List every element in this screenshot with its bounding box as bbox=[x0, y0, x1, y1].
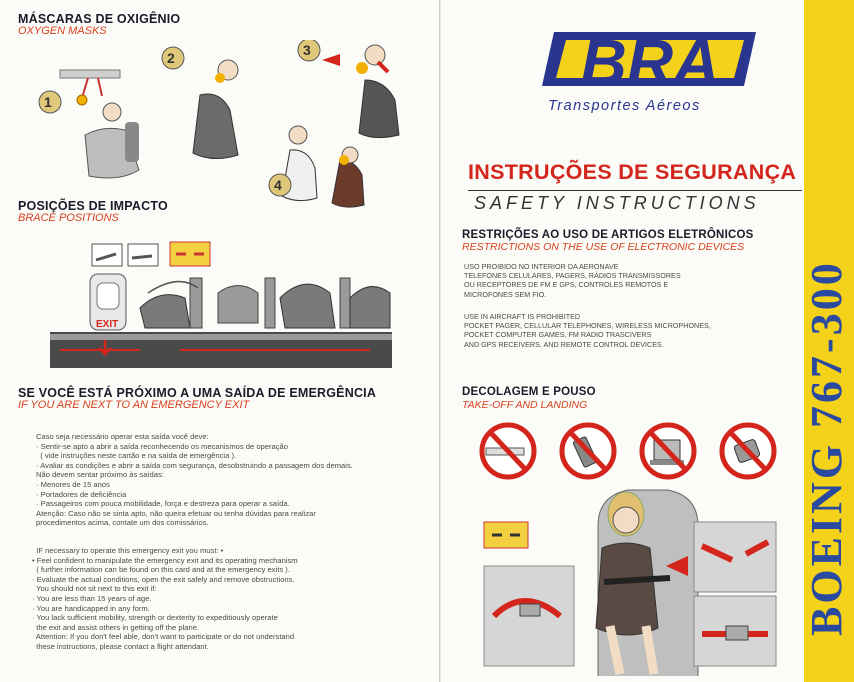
emergency-exit-pt-line: · Sentir-se apto a abrir a saída reconhecendo os mecanismos de operação bbox=[36, 441, 289, 451]
takeoff-title: DECOLAGEM E POUSO bbox=[462, 386, 596, 398]
bra-logo-text: BRA bbox=[580, 26, 720, 98]
title-divider bbox=[468, 190, 802, 191]
electronics-pt-line: TELEFONES CELULARES, PAGERS, RÁDIOS TRANSMISSORES bbox=[464, 271, 681, 281]
emergency-exit-en-line: IF necessary to operate this emergency exit you must: • bbox=[32, 546, 224, 555]
emergency-exit-en-line: · Evaluate the actual conditions, open the exit safely and remove obstructions. bbox=[32, 574, 295, 584]
electronics-text-pt bbox=[464, 262, 681, 299]
electronics-subtitle: RESTRICTIONS ON THE USE OF ELECTRONIC DEVICES bbox=[462, 241, 745, 253]
emergency-exit-subtitle: IF YOU ARE NEXT TO AN EMERGENCY EXIT bbox=[18, 399, 250, 411]
oxygen-mask-illustrations bbox=[30, 40, 420, 220]
brand-subtitle: Transportes Aéreos bbox=[548, 98, 701, 114]
electronics-pt-line: MICROFONES SEM FIO. bbox=[464, 289, 547, 299]
electronics-en-line: USE IN AIRCRAFT IS PROHIBITED bbox=[464, 312, 581, 321]
emergency-exit-pt-line: procedimentos acima, contate um dos comissários. bbox=[36, 518, 209, 528]
electronics-en-line: AND GPS RECEIVERS, AND REMOTE CONTROL DEVICES. bbox=[464, 339, 664, 349]
step-1-label: 1 bbox=[44, 94, 52, 110]
emergency-exit-en-line: You should not sit next to this exit if: bbox=[32, 584, 157, 594]
step-2-label: 2 bbox=[167, 50, 175, 66]
emergency-exit-en-line: · You lack sufficient mobility, strength or dexterity to expeditiously operate bbox=[32, 613, 278, 623]
emergency-exit-en-line: · You are less than 15 years of age. bbox=[32, 593, 152, 603]
prohibition-icons bbox=[478, 420, 788, 482]
emergency-exit-en-line: Attention: If you don't feel able, don't want to participate or do not understand bbox=[32, 632, 295, 642]
no-cell-phone-icon bbox=[562, 425, 614, 477]
brace-title: POSIÇÕES DE IMPACTO bbox=[18, 199, 168, 213]
aircraft-model-banner bbox=[793, 40, 854, 640]
electronics-pt-line: USO PROIBIDO NO INTERIOR DA AERONAVE bbox=[464, 262, 619, 271]
emergency-exit-pt-line: · Passageiros com pouca mobilidade, força e destreza para operar a saída. bbox=[36, 499, 290, 509]
exit-label: EXIT bbox=[96, 319, 119, 330]
emergency-exit-pt-line: Atenção: Caso não se sinta apto, não queira efetuar ou tenha dúvidas para realizar bbox=[36, 508, 316, 518]
emergency-exit-pt-line: Não devem sentar próximo às saídas: bbox=[36, 470, 164, 480]
emergency-exit-en-line: the exit and assist others in getting off the plane. bbox=[32, 622, 200, 632]
electronics-text-en bbox=[464, 312, 711, 349]
emergency-exit-pt-line: ( vide instruções neste cartão e na saída de emergência ). bbox=[36, 451, 237, 461]
oxygen-title: MÁSCARAS DE OXIGÊNIO bbox=[18, 12, 181, 26]
card-title: INSTRUÇÕES DE SEGURANÇA bbox=[468, 160, 797, 184]
emergency-exit-title: SE VOCÊ ESTÁ PRÓXIMO A UMA SAÍDA DE EMERGÊNCIA bbox=[18, 386, 377, 400]
step-4-label: 4 bbox=[274, 177, 282, 193]
brace-subtitle: BRACE POSITIONS bbox=[18, 212, 119, 224]
electronics-en-line: POCKET PAGER, CELLULAR TELEPHONES, WIRELESS MICROPHONES, bbox=[464, 321, 711, 331]
electronics-pt-line: OU RECEPTORES DE FM E GPS, CONTROLES REMOTOS E bbox=[464, 280, 669, 290]
aircraft-model-text: BOEING 767-300 bbox=[802, 260, 851, 636]
emergency-exit-text-en bbox=[32, 546, 298, 652]
emergency-exit-en-line: · You are handicapped in any form. bbox=[32, 603, 150, 613]
emergency-exit-pt-line: · Avaliar as condições e abrir a saída com segurança, desobstruindo a passagem dos demais. bbox=[36, 460, 353, 470]
brace-positions-illustration bbox=[50, 238, 392, 372]
emergency-exit-pt-line: · Portadores de deficiência bbox=[36, 489, 127, 499]
emergency-exit-en-line: • Feel confident to manipulate the emergency exit and its operating mechanism bbox=[32, 555, 298, 565]
no-smoking-icon bbox=[482, 425, 534, 477]
electronics-title: RESTRIÇÕES AO USO DE ARTIGOS ELETRÔNICOS bbox=[462, 229, 754, 241]
takeoff-subtitle: TAKE-OFF AND LANDING bbox=[462, 399, 588, 411]
no-electronic-device-icon bbox=[722, 425, 774, 477]
seatbelt-illustration bbox=[480, 486, 780, 676]
oxygen-subtitle: OXYGEN MASKS bbox=[18, 25, 107, 37]
step-3-label: 3 bbox=[303, 42, 311, 58]
no-computer-icon bbox=[642, 425, 694, 477]
bra-logo bbox=[530, 20, 770, 102]
emergency-exit-en-line: ( further information can be found on this card and at the emergency exits ). bbox=[32, 565, 290, 575]
electronics-en-line: POCKET COMPUTER GAMES, FM RADIO TRASCIVERS bbox=[464, 330, 652, 340]
emergency-exit-pt-line: · Menores de 15 anos bbox=[36, 479, 110, 489]
emergency-exit-en-line: these instructions, please contact a flight attendant. bbox=[32, 641, 209, 651]
card-subtitle: SAFETY INSTRUCTIONS bbox=[474, 193, 760, 213]
emergency-exit-pt-line: Caso seja necessário operar esta saída você deve: bbox=[36, 432, 209, 441]
emergency-exit-text-pt bbox=[36, 432, 353, 528]
